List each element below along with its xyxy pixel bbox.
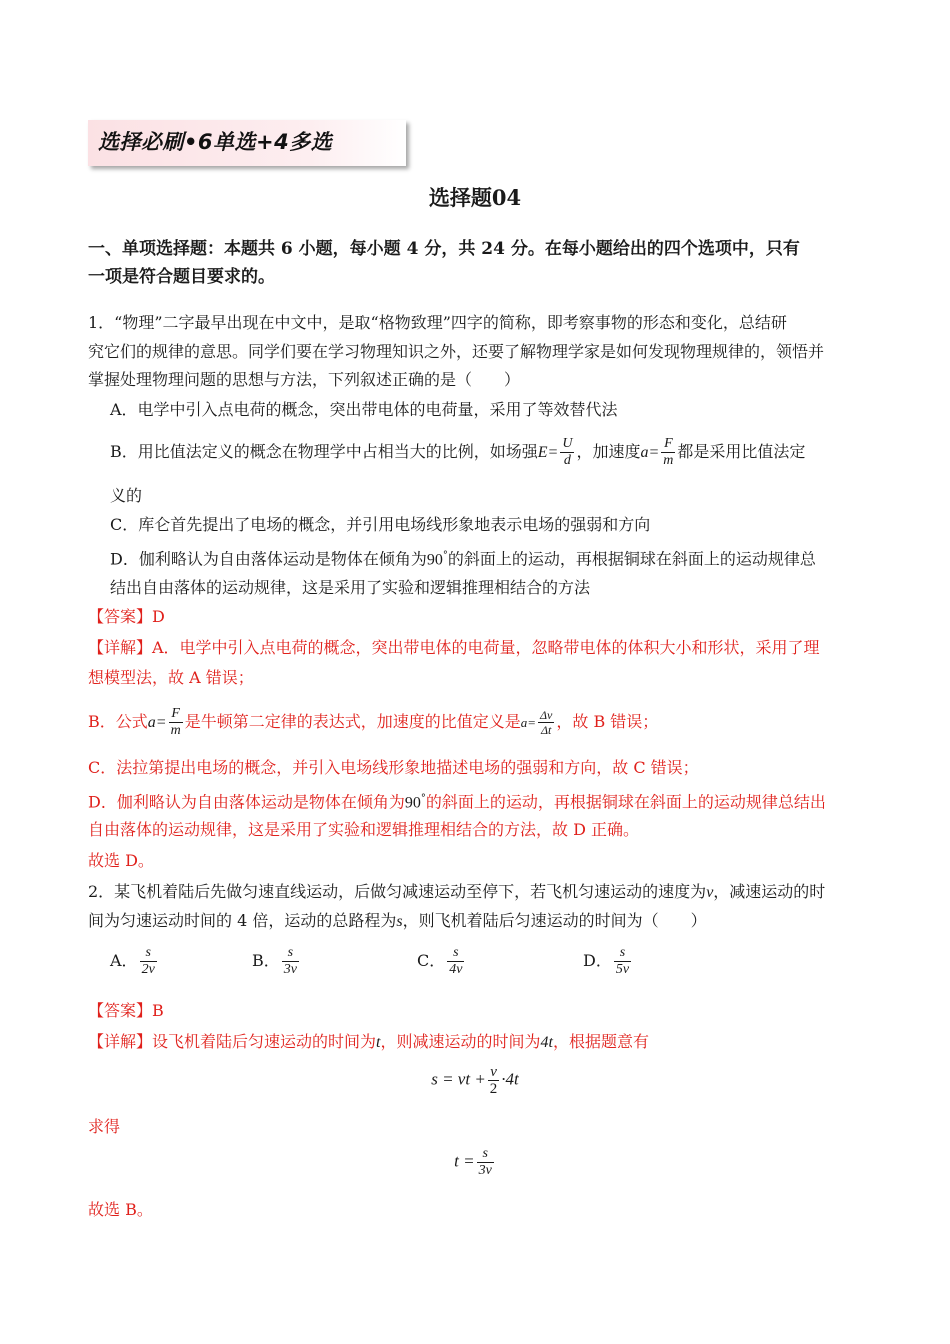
symbol-equals: = <box>648 444 660 461</box>
page-title: 选择题04 <box>428 185 522 210</box>
frac-num: s <box>614 945 631 962</box>
frac-den: 4v <box>449 962 463 977</box>
fraction-f-over-m <box>169 706 183 739</box>
q1-explain-d <box>88 789 826 813</box>
q1-explain-a2: 想模型法，故 A 错误； <box>88 668 254 687</box>
symbol-4t: 4t <box>540 1034 553 1051</box>
frac-num: F <box>661 436 675 453</box>
q2-stem-text: 2．某飞机着陆后先做匀速直线运动，后做匀减速运动至停下，若飞机匀速运动的速度为 <box>88 882 707 901</box>
q1-option-d <box>110 546 816 570</box>
equation-time <box>0 1146 950 1179</box>
option-label: C． <box>417 951 446 970</box>
option-label: A． <box>110 951 138 970</box>
q1-explain-a1: 【详解】A．电学中引入点电荷的概念，突出带电体的电荷量，忽略带电体的体积大小和形状，采用了理 <box>88 638 820 657</box>
q2-stem-line2 <box>88 911 707 932</box>
q1-stem-line3: 掌握处理物理问题的思想与方法，下列叙述正确的是（ ） <box>88 370 521 389</box>
eq-lhs: s = vt + <box>431 1069 486 1089</box>
eq-lhs: t = <box>454 1151 475 1171</box>
symbol-90: 90 <box>404 794 421 812</box>
symbol-a: a <box>640 444 649 461</box>
q1-option-a: A．电学中引入点电荷的概念，突出带电体的电荷量，采用了等效替代法 <box>110 400 618 419</box>
q1-option-d-text: D．伽利略认为自由落体运动是物体在倾角为 <box>110 549 427 569</box>
q1-option-b-post: 都是采用比值法定 <box>677 442 806 461</box>
fraction-u-over-d <box>560 436 574 469</box>
q1-stem-line1: 1．“物理”二字最早出现在中文中，是取“格物致理”四字的简称，即考察事物的形态和变化，总结研 <box>88 313 787 332</box>
frac-den: m <box>663 453 674 468</box>
q2-stem2-text: 间为匀速运动时间的 4 倍，运动的总路程为 <box>88 911 397 930</box>
q2-option-d <box>583 945 633 978</box>
q1-option-d-cont: 结出自由落体的运动规律，这是采用了实验和逻辑推理相结合的方法 <box>110 578 591 597</box>
symbol-a: a <box>520 715 528 730</box>
q1-explain-b-post: ，故 B 错误； <box>556 712 659 731</box>
q1-option-c: C．库仑首先提出了电场的概念，并引用电场线形象地表示电场的强弱和方向 <box>110 515 651 534</box>
fraction-f-over-m <box>661 436 675 469</box>
option-label: B． <box>252 951 280 970</box>
q1-option-b-mid: ，加速度 <box>576 442 641 461</box>
symbol-a: a <box>147 714 156 731</box>
frac-den: Δt <box>540 723 552 737</box>
q1-option-b-cont: 义的 <box>110 486 143 505</box>
equation-distance <box>0 1064 950 1097</box>
symbol-v: v <box>706 884 714 901</box>
option-fraction <box>614 945 631 978</box>
symbol-t: t <box>376 1034 381 1051</box>
q2-option-c <box>417 945 466 978</box>
q2-option-b <box>252 945 301 978</box>
option-fraction <box>447 945 464 978</box>
q1-stem-line2: 究它们的规律的意思。同学们要在学习物理知识之外，还要了解物理学家是如何发现物理规律的，领悟并 <box>88 342 825 361</box>
q2-explain-post: ，根据题意有 <box>552 1032 649 1051</box>
q1-explain-c: C．法拉第提出电场的概念，并引入电场线形象地描述电场的强弱和方向，故 C 错误； <box>88 758 699 777</box>
symbol-e: E <box>537 444 548 461</box>
q2-stem-end: ，减速运动的时 <box>713 882 826 901</box>
frac-den: 2v <box>141 962 155 977</box>
q1-explain-b-mid: 是牛顿第二定律的表达式，加速度的比值定义是 <box>184 712 521 731</box>
frac-den: 3v <box>478 1163 492 1178</box>
q2-stem-line1 <box>88 882 825 903</box>
q1-option-b <box>110 432 805 473</box>
q2-explain <box>88 1032 649 1053</box>
q2-option-a <box>110 945 159 978</box>
q1-explain-d-cont: 自由落体的运动规律，这是采用了实验和逻辑推理相结合的方法，故 D 正确。 <box>88 820 640 839</box>
q1-final: 故选 D。 <box>88 851 154 870</box>
fraction-dv-over-dt <box>538 708 554 737</box>
option-fraction <box>140 945 157 978</box>
q1-answer: 【答案】D <box>88 607 165 626</box>
q1-explain-d-text: D．伽利略认为自由落体运动是物体在倾角为 <box>88 792 405 812</box>
symbol-equals: = <box>527 715 536 730</box>
frac-den: d <box>563 453 571 468</box>
q2-explain-mid: ，则减速运动的时间为 <box>380 1032 541 1051</box>
frac-num: v <box>488 1064 500 1081</box>
symbol-s: s <box>396 913 403 930</box>
frac-num: s <box>282 945 299 962</box>
option-label: D． <box>583 951 612 970</box>
symbol-equals: = <box>155 714 167 731</box>
frac-den: m <box>170 723 181 738</box>
frac-den: 5v <box>615 962 630 977</box>
q1-option-d-post: 的斜面上的运动，再根据铜球在斜面上的运动规律总 <box>447 549 816 569</box>
section-heading-line1: 一、单项选择题：本题共 6 小题，每小题 4 分，共 24 分。在每小题给出的四个选项中，只有 <box>88 239 800 259</box>
banner-text: 选择必刷•6单选+4多选 <box>98 130 333 154</box>
q2-explain-text: 【详解】设飞机着陆后匀速运动的时间为 <box>88 1032 377 1051</box>
q1-explain-b <box>88 702 658 743</box>
section-heading-line2: 一项是符合题目要求的。 <box>88 267 275 287</box>
q2-final: 故选 B。 <box>88 1200 153 1219</box>
fraction-s-over-3v <box>477 1146 494 1179</box>
frac-num: s <box>447 945 464 962</box>
eq-rhs: ·4t <box>501 1069 519 1089</box>
q1-explain-b-text: B．公式 <box>88 712 148 731</box>
degree-sign: ° <box>420 793 426 804</box>
fraction-v-over-2 <box>488 1064 500 1097</box>
option-fraction <box>282 945 299 978</box>
frac-num: Δv <box>539 708 553 722</box>
frac-num: F <box>169 706 183 723</box>
symbol-equals: = <box>547 444 559 461</box>
q1-option-b-text: B．用比值法定义的概念在物理学中占相当大的比例，如场强 <box>110 442 538 461</box>
q2-stem2-post: ，则飞机着陆后匀速运动的时间为（ ） <box>402 911 707 930</box>
frac-num: s <box>140 945 157 962</box>
frac-den: 3v <box>283 962 297 977</box>
symbol-90: 90 <box>426 551 443 569</box>
q1-explain-d-post: 的斜面上的运动，再根据铜球在斜面上的运动规律总结出 <box>425 792 826 812</box>
frac-num: s <box>477 1146 494 1163</box>
frac-num: U <box>562 436 573 451</box>
frac-den: 2 <box>489 1081 498 1097</box>
degree-sign: ° <box>442 550 448 561</box>
q2-solve-label: 求得 <box>88 1117 121 1136</box>
section-banner <box>88 120 406 166</box>
q2-answer: 【答案】B <box>88 1001 164 1020</box>
